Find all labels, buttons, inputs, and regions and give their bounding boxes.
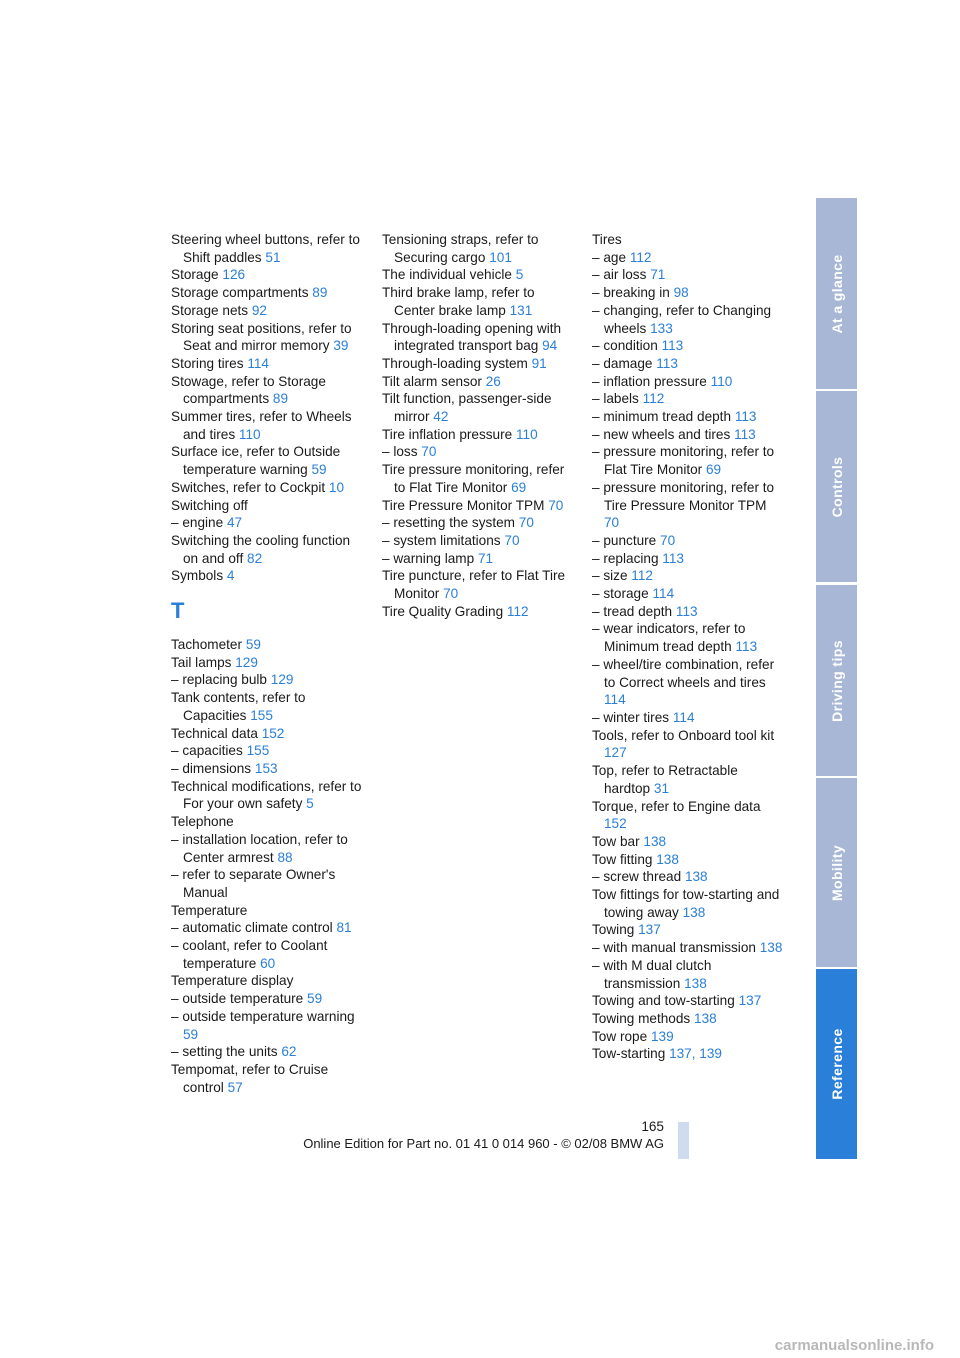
index-entry <box>592 249 784 267</box>
index-entry <box>171 1061 363 1096</box>
page-link[interactable]: 112 <box>629 249 652 265</box>
index-entry <box>382 603 574 621</box>
entry-text: The individual vehicle <box>382 267 512 283</box>
page-link[interactable]: 10 <box>328 479 345 495</box>
page-link[interactable]: 89 <box>272 391 289 407</box>
index-entry <box>592 620 784 655</box>
index-entry <box>592 355 784 373</box>
page-link[interactable]: 70 <box>604 515 620 531</box>
chapter-tab-mobility[interactable] <box>816 778 857 967</box>
page-link[interactable]: 70 <box>518 515 534 531</box>
entry-text: Tensioning straps, refer to Securing cargo <box>382 232 539 265</box>
entry-text: Steering wheel buttons, refer to Shift paddles <box>171 232 360 265</box>
page-link[interactable]: 114 <box>604 692 626 708</box>
entry-text: – capacities <box>171 743 243 759</box>
index-entry <box>382 550 574 568</box>
entry-text: – dimensions <box>171 760 252 776</box>
entry-text: Stowage, refer to Storage compartments <box>171 373 326 407</box>
chapter-tab-driving-tips[interactable] <box>816 585 857 776</box>
page-link[interactable]: 113 <box>734 409 757 425</box>
footer-edition: Online Edition for Part no. 01 41 0 014 960 - © 02/08 BMW AG <box>303 1136 664 1151</box>
index-entry <box>592 798 784 833</box>
entry-text: Tow-starting <box>592 1046 666 1062</box>
page-link[interactable]: 113 <box>675 603 698 619</box>
index-entry <box>592 443 784 478</box>
chapter-tab-controls[interactable] <box>816 391 857 582</box>
entry-text: – storage <box>592 586 649 602</box>
page-link[interactable]: 70 <box>660 532 676 548</box>
index-entry <box>171 302 363 320</box>
index-entry <box>592 479 784 532</box>
index-entry <box>592 886 784 921</box>
index-entry <box>382 320 574 355</box>
entry-text: – refer to separate Owner's Manual <box>171 867 336 900</box>
entry-text: – system limitations <box>382 532 501 548</box>
entry-text: – outside temperature warning <box>171 1008 355 1024</box>
index-entry <box>382 443 574 461</box>
entry-text: Switching off <box>171 497 248 513</box>
index-entry <box>592 567 784 585</box>
page-link[interactable]: 59 <box>311 462 327 478</box>
page-link[interactable]: 112 <box>506 603 529 619</box>
entry-text: – condition <box>592 338 658 354</box>
entry-text: – warning lamp <box>382 550 475 566</box>
entry-text: Tail lamps <box>171 654 232 670</box>
index-column-3 <box>592 231 784 1063</box>
index-entry <box>171 742 363 760</box>
index-entry <box>382 497 574 515</box>
chapter-tab-label: Mobility <box>828 844 845 901</box>
index-column-2 <box>382 231 574 620</box>
entry-text: Tow fittings for tow-starting and towing away <box>592 887 780 920</box>
entry-text: Switches, refer to Cockpit <box>171 479 326 495</box>
page-link[interactable]: 110 <box>238 426 261 442</box>
index-entry <box>171 532 363 567</box>
index-entry <box>171 320 363 355</box>
entry-text: Summer tires, refer to Wheels and tires <box>171 409 352 442</box>
index-entry <box>382 514 574 532</box>
entry-text: Technical modifications, refer to For your own safety <box>171 778 362 812</box>
index-entry <box>592 656 784 709</box>
page-link[interactable]: 98 <box>673 285 689 301</box>
page-link[interactable]: 51 <box>265 249 281 265</box>
index-entry <box>592 992 784 1010</box>
entry-text: Tilt function, passenger-side mirror <box>382 391 552 425</box>
page-link[interactable]: 138 <box>759 940 783 956</box>
index-entry <box>171 831 363 866</box>
page-link[interactable]: 70 <box>443 586 459 602</box>
entry-text: Tire puncture, refer to Flat Tire Monitor <box>382 568 566 602</box>
entry-text: Tank contents, refer to Capacities <box>171 690 306 723</box>
index-entry <box>171 266 363 284</box>
page-link[interactable]: 126 <box>222 267 246 283</box>
entry-text: – wear indicators, refer to Minimum tread depth <box>592 621 746 655</box>
chapter-tab-label: Reference <box>828 1028 845 1100</box>
page-link[interactable]: 81 <box>336 920 352 936</box>
entry-text: – pressure monitoring, refer to Tire Pressure Monitor TPM <box>592 479 775 513</box>
entry-text: – screw thread <box>592 869 682 885</box>
page-link[interactable]: 88 <box>277 849 293 865</box>
entry-text: – setting the units <box>171 1044 278 1060</box>
entry-text: Tires <box>592 232 622 247</box>
entry-text: Symbols <box>171 568 224 584</box>
page-link[interactable]: 138 <box>694 1010 717 1026</box>
index-entry <box>171 231 363 266</box>
entry-text: – installation location, refer to Center armrest <box>171 831 348 865</box>
index-entry <box>382 373 574 391</box>
entry-text: – size <box>592 568 628 584</box>
page-link[interactable]: 62 <box>281 1044 297 1060</box>
index-entry <box>171 479 363 497</box>
index-column-1 <box>171 231 363 1096</box>
index-entry <box>592 302 784 337</box>
entry-text: Tachometer <box>171 637 243 653</box>
page-link[interactable]: 138 <box>684 975 707 991</box>
entry-text: Telephone <box>171 814 234 830</box>
entry-text: Storage <box>171 267 219 283</box>
entry-text: Tire Quality Grading <box>382 603 504 619</box>
page-link[interactable]: 112 <box>631 568 653 584</box>
index-entry <box>592 727 784 762</box>
index-entry <box>171 990 363 1008</box>
index-entry <box>171 1043 363 1061</box>
index-entry <box>592 851 784 869</box>
entry-text: Tow fitting <box>592 851 653 867</box>
page-link[interactable]: 70 <box>548 497 564 513</box>
index-entry <box>592 426 784 444</box>
index-entry <box>592 408 784 426</box>
page-link[interactable]: 137 <box>638 922 661 938</box>
page-link[interactable]: 113 <box>656 355 678 371</box>
entry-text: – with M dual clutch transmission <box>592 957 712 991</box>
index-entry <box>382 567 574 602</box>
entry-text: – tread depth <box>592 603 673 619</box>
entry-text: Torque, refer to Engine data <box>592 798 761 814</box>
entry-text: Third brake lamp, refer to Center brake lamp <box>382 285 535 318</box>
index-entry <box>382 355 574 373</box>
index-entry <box>171 636 363 654</box>
entry-text: – damage <box>592 355 653 371</box>
page-link[interactable]: 133 <box>650 320 673 336</box>
page-link[interactable]: 59 <box>245 637 261 653</box>
index-entry <box>171 654 363 672</box>
entry-text: Through-loading opening with integrated transport bag <box>382 320 562 354</box>
index-entry <box>592 390 784 408</box>
chapter-tab-label: At a glance <box>828 253 845 334</box>
index-entry <box>592 337 784 355</box>
index-entry <box>592 709 784 727</box>
page-link[interactable]: 113 <box>734 426 756 442</box>
index-entry <box>592 1045 784 1063</box>
page-link[interactable]: 31 <box>653 780 670 796</box>
entry-text: Temperature display <box>171 973 294 989</box>
page-link[interactable]: 70 <box>421 444 437 460</box>
chapter-tab-at-a-glance[interactable] <box>816 198 857 389</box>
page-link[interactable]: 129 <box>235 654 258 670</box>
index-entry <box>592 373 784 391</box>
entry-text: Tire inflation pressure <box>382 426 513 442</box>
page-link[interactable]: 114 <box>247 355 269 371</box>
page-link[interactable]: 110 <box>515 426 538 442</box>
index-entry <box>592 532 784 550</box>
index-entry <box>171 284 363 302</box>
entry-text: Top, refer to Retractable hardtop <box>592 763 738 796</box>
index-entry <box>592 550 784 568</box>
page-link[interactable]: 112 <box>642 391 665 407</box>
entry-text: Towing <box>592 922 635 938</box>
entry-text: Towing and tow-starting <box>592 993 735 1009</box>
index-entry <box>171 813 363 831</box>
page-link[interactable]: 113 <box>661 338 684 354</box>
entry-text: Tire pressure monitoring, refer to Flat Tire Monitor <box>382 462 565 495</box>
page-link[interactable]: 60 <box>260 955 276 971</box>
entry-text: Tire Pressure Monitor TPM <box>382 497 545 513</box>
page-link[interactable]: 113 <box>662 550 684 566</box>
entry-text: Storage nets <box>171 302 249 318</box>
page-link[interactable]: 4 <box>226 568 235 584</box>
page-link[interactable]: 137 <box>738 993 762 1009</box>
page-link[interactable]: 152 <box>604 816 627 832</box>
page-link[interactable]: 5 <box>515 267 524 283</box>
page-link[interactable]: 127 <box>604 745 627 761</box>
entry-text: – coolant, refer to Coolant temperature <box>171 938 328 971</box>
page-link[interactable]: 153 <box>254 760 278 776</box>
index-entry <box>592 1028 784 1046</box>
section-letter: T <box>171 598 185 624</box>
index-entry <box>171 760 363 778</box>
entry-text: – inflation pressure <box>592 373 707 389</box>
index-entry <box>171 972 363 990</box>
index-entry <box>171 689 363 724</box>
entry-text: Tilt alarm sensor <box>382 373 482 389</box>
page-link[interactable]: 91 <box>531 355 547 371</box>
index-entry <box>592 231 784 249</box>
entry-text: – resetting the system <box>382 515 515 531</box>
index-entry <box>592 1010 784 1028</box>
entry-text: Switching the cooling function on and off <box>171 532 351 566</box>
page-link[interactable]: 5 <box>306 796 314 812</box>
page-link[interactable]: 69 <box>511 479 527 495</box>
index-entry <box>171 373 363 408</box>
index-entry <box>171 919 363 937</box>
index-entry <box>382 532 574 550</box>
page-number: 165 <box>641 1119 664 1134</box>
page-link[interactable]: 89 <box>312 285 328 301</box>
index-entry <box>592 939 784 957</box>
index-entry <box>592 868 784 886</box>
index-entry <box>592 762 784 797</box>
entry-text: – engine <box>171 515 224 531</box>
entry-text: – air loss <box>592 267 647 283</box>
page-link[interactable]: 114 <box>652 586 675 602</box>
index-entry <box>171 937 363 972</box>
index-entry <box>171 355 363 373</box>
page-link[interactable]: 138 <box>643 833 667 849</box>
entry-text: – winter tires <box>592 709 670 725</box>
chapter-tab-label: Controls <box>828 456 845 517</box>
entry-text: – minimum tread depth <box>592 409 732 425</box>
page-link[interactable]: 82 <box>247 550 263 566</box>
index-entry <box>592 585 784 603</box>
entry-text: – labels <box>592 391 639 407</box>
watermark: carmanualsonline.info <box>774 1337 934 1354</box>
entry-text: Tow rope <box>592 1028 648 1044</box>
index-entry <box>382 461 574 496</box>
index-entry <box>592 603 784 621</box>
index-entry <box>171 866 363 901</box>
index-entry <box>382 231 574 266</box>
index-entry <box>171 408 363 443</box>
entry-text: – replacing <box>592 550 659 566</box>
page-link[interactable]: 92 <box>251 302 267 318</box>
page-link[interactable]: 94 <box>542 338 558 354</box>
index-entry <box>592 284 784 302</box>
entry-text: Temperature <box>171 902 248 918</box>
entry-text: Towing methods <box>592 1010 691 1026</box>
entry-text: Storing seat positions, refer to Seat and mirror memory <box>171 320 352 354</box>
index-entry <box>171 902 363 920</box>
page-link[interactable]: 59 <box>307 991 323 1007</box>
entry-text: – replacing bulb <box>171 672 267 688</box>
index-entry <box>382 426 574 444</box>
entry-text: – changing, refer to Changing wheels <box>592 302 772 336</box>
page-link[interactable]: 47 <box>226 515 243 531</box>
entry-text: – loss <box>382 444 418 460</box>
entry-text: – automatic climate control <box>171 920 333 936</box>
index-entry <box>382 390 574 425</box>
index-entry <box>592 921 784 939</box>
page-link[interactable]: 138 <box>684 869 708 885</box>
index-entry <box>382 284 574 319</box>
page-link[interactable]: 152 <box>261 725 285 741</box>
entry-text: Tow bar <box>592 833 640 849</box>
page-link[interactable]: 114 <box>672 709 695 725</box>
index-entry <box>382 266 574 284</box>
chapter-tab-label: Driving tips <box>828 639 845 722</box>
page-link[interactable]: 42 <box>433 409 449 425</box>
page-link[interactable]: 69 <box>705 462 722 478</box>
entry-text: Storage compartments <box>171 285 309 301</box>
index-entry <box>171 497 363 515</box>
page-link[interactable]: 110 <box>710 373 733 389</box>
index-entry <box>171 1008 363 1043</box>
page-link[interactable]: 138 <box>656 851 679 867</box>
page-link[interactable]: 137, 139 <box>669 1046 722 1062</box>
entry-text: Technical data <box>171 725 258 741</box>
page-link[interactable]: 39 <box>333 338 349 354</box>
entry-text: – outside temperature <box>171 991 304 1007</box>
footer-bar <box>678 1122 689 1159</box>
index-entry <box>171 671 363 689</box>
index-entry <box>171 725 363 743</box>
page-link[interactable]: 138 <box>682 904 706 920</box>
entry-text: Through-loading system <box>382 355 528 371</box>
page-link[interactable]: 101 <box>489 249 512 265</box>
index-entry <box>592 266 784 284</box>
entry-text: – with manual transmission <box>592 940 756 956</box>
entry-text: – wheel/tire combination, refer to Correct wheels and tires <box>592 656 775 690</box>
page-link[interactable]: 59 <box>183 1026 199 1042</box>
page-link[interactable]: 71 <box>650 267 666 283</box>
page-link[interactable]: 129 <box>270 672 294 688</box>
entry-text: – puncture <box>592 532 657 548</box>
entry-text: Tempomat, refer to Cruise control <box>171 1061 329 1095</box>
entry-text: Surface ice, refer to Outside temperature warning <box>171 444 341 478</box>
entry-text: – breaking in <box>592 285 670 301</box>
entry-text: – pressure monitoring, refer to Flat Tire Monitor <box>592 444 775 478</box>
entry-text: Tools, refer to Onboard tool kit <box>592 727 775 743</box>
index-entry <box>171 443 363 478</box>
page-link[interactable]: 71 <box>477 550 494 566</box>
page-link[interactable]: 57 <box>227 1079 243 1095</box>
page-link[interactable]: 155 <box>246 743 270 759</box>
index-entry <box>592 833 784 851</box>
page-link[interactable]: 139 <box>650 1028 674 1044</box>
index-entry <box>171 778 363 813</box>
page-link[interactable]: 155 <box>250 707 273 723</box>
page-link[interactable]: 113 <box>735 639 758 655</box>
entry-text: – age <box>592 249 627 265</box>
index-entry <box>592 957 784 992</box>
index-entry <box>171 514 363 532</box>
page-link[interactable]: 131 <box>509 302 533 318</box>
entry-text: Storing tires <box>171 355 244 371</box>
page-link[interactable]: 26 <box>485 373 501 389</box>
chapter-tab-reference[interactable] <box>816 969 857 1159</box>
entry-text: – new wheels and tires <box>592 426 731 442</box>
page-link[interactable]: 70 <box>504 532 520 548</box>
index-entry <box>171 567 363 585</box>
